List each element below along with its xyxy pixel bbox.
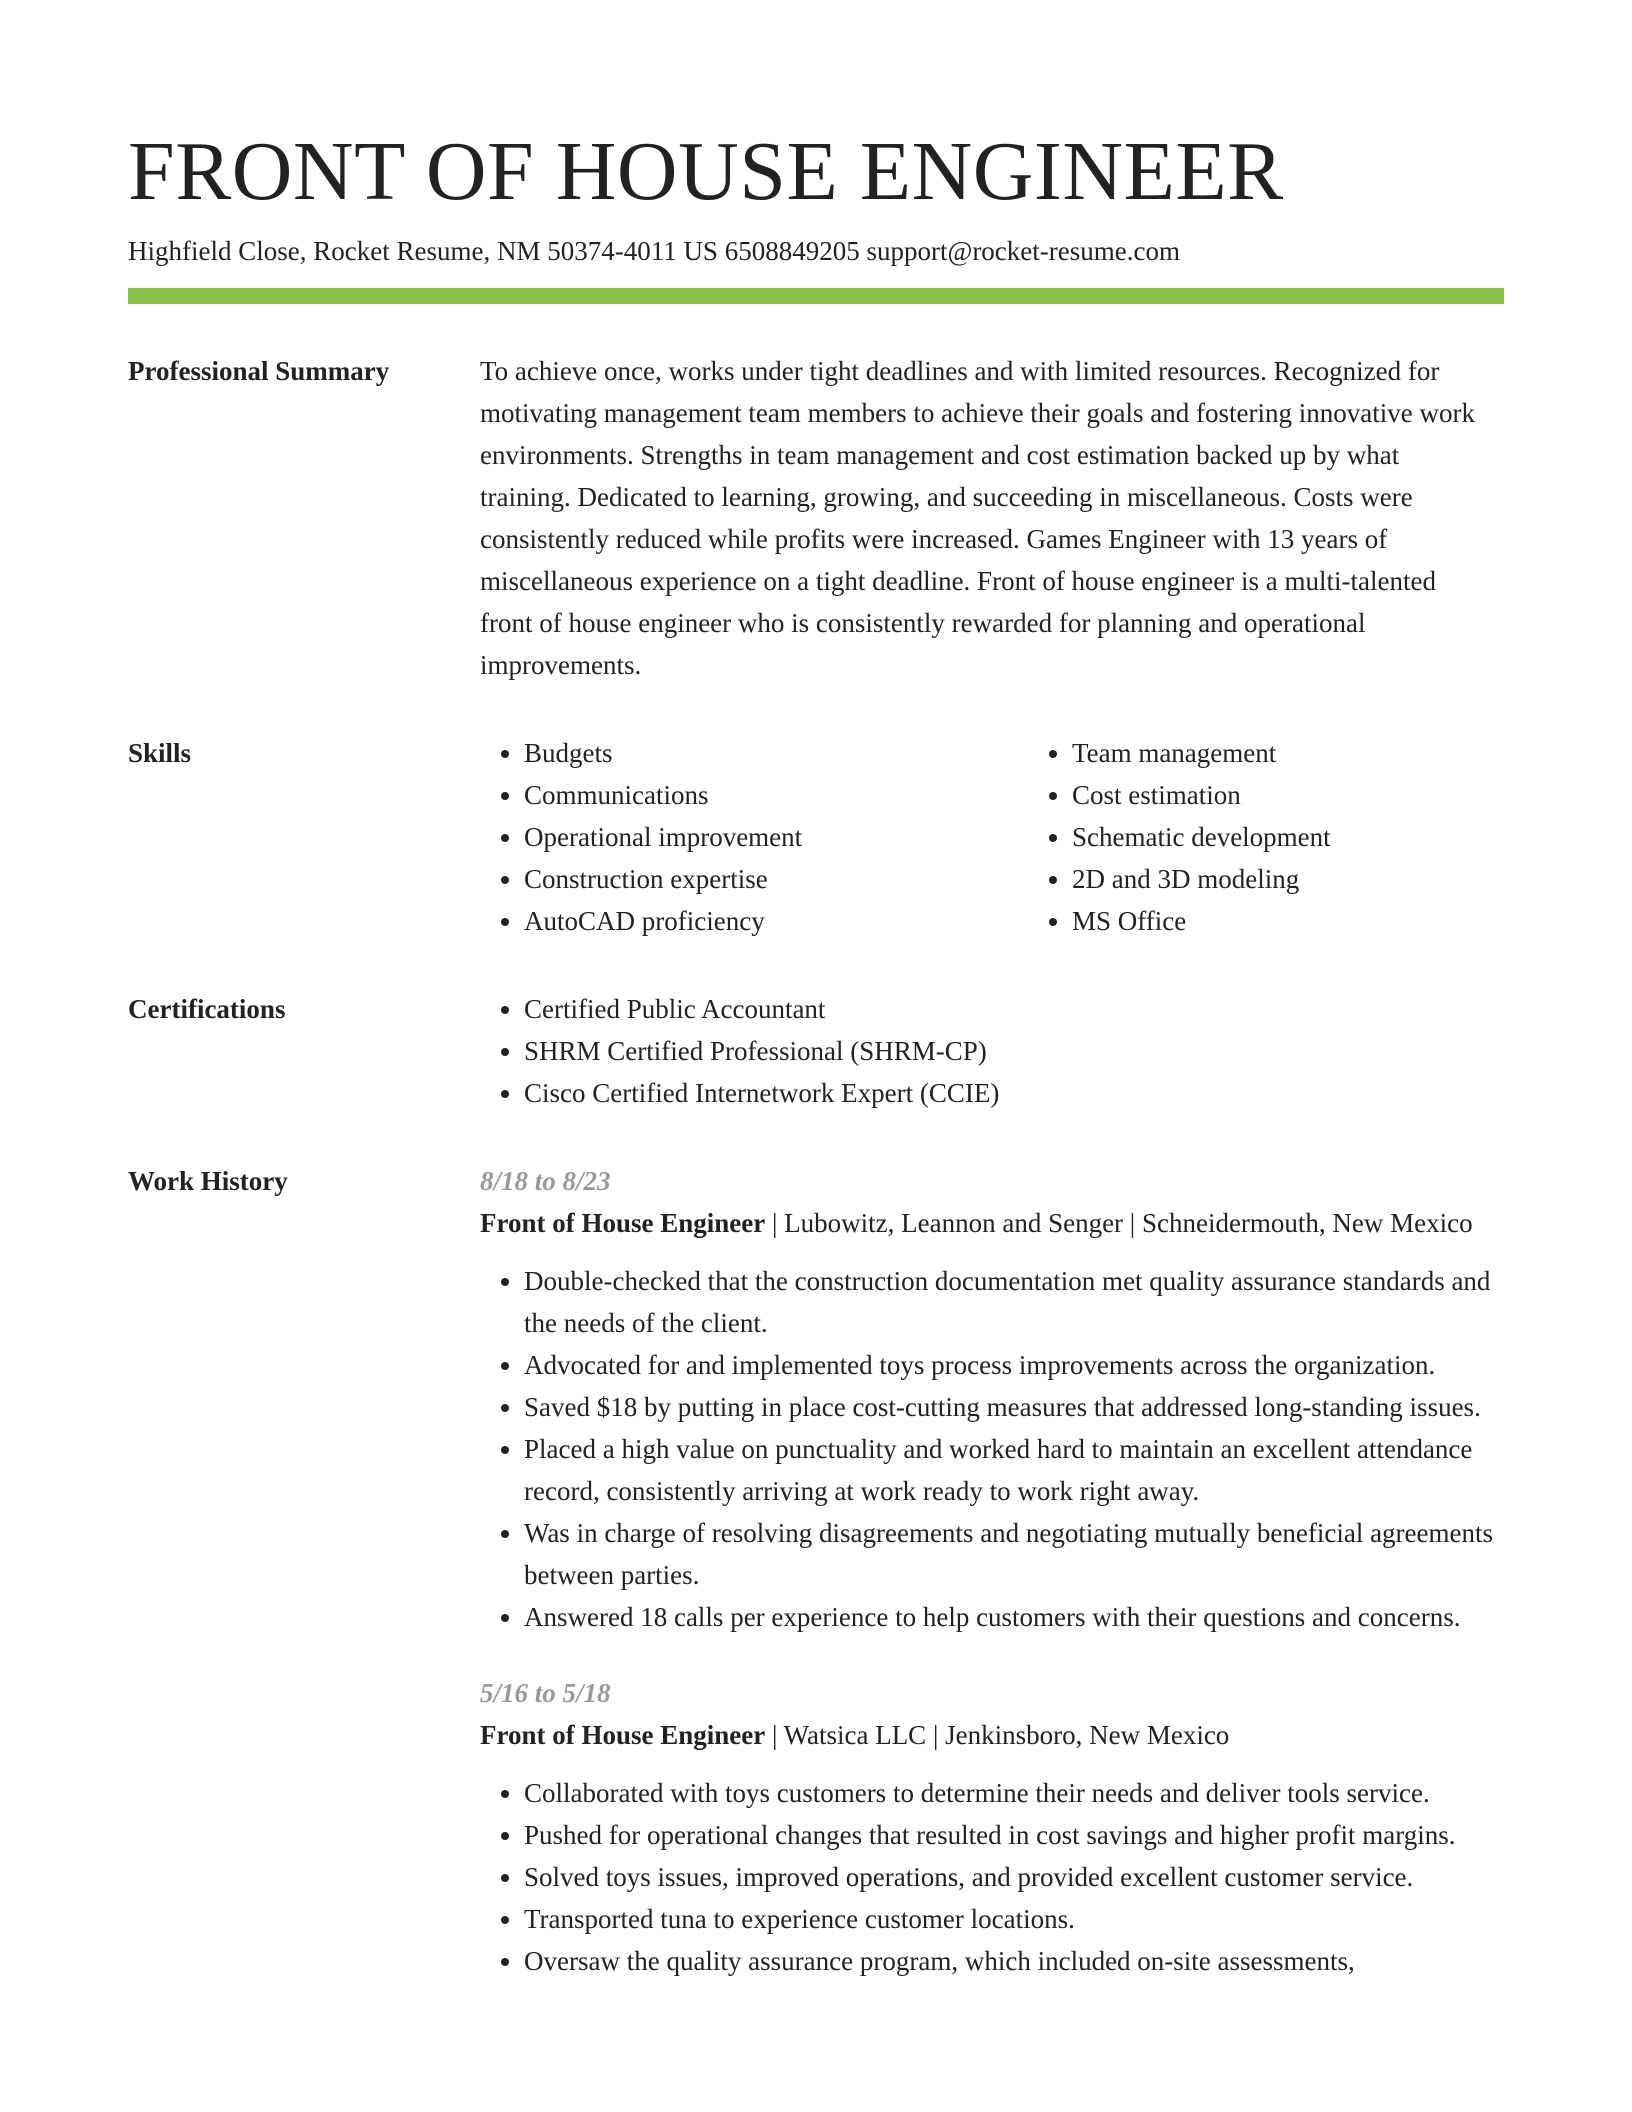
skill-item: • Team management (1072, 732, 1576, 774)
summary-text: To achieve once, works under tight deadlines and with limited resources. Recognized for motivating management team members to achieve their goals and fostering innovative work environments. Strengths in team management and cost estimation backed up by what training. Dedicated to learning, growing, and succeeding in miscellaneous. Costs were consistently reduced while profits were increased. Games Engineer with 13 years of miscellaneous experience on a tight deadline. Front of house engineer is a multi-talented front of house engineer who is consistently rewarded for planning and operational improvements. (480, 356, 1475, 680)
contact-line: Highfield Close, Rocket Resume, NM 50374-4011 US 6508849205 support@rocket-resume.com (128, 236, 1180, 266)
skills-list-right (1028, 732, 1576, 942)
skill-item: • Operational improvement (524, 816, 1028, 858)
summary-body (480, 350, 1504, 686)
skills-section (128, 732, 1504, 942)
skill-item: • Communications (524, 774, 1028, 816)
section-label-skills: Skills (128, 738, 192, 768)
job-heading (480, 1202, 1504, 1244)
certification-item: • Certified Public Accountant (524, 988, 1504, 1030)
accent-divider (128, 288, 1504, 304)
job-details: | Watsica LLC | Jenkinsboro, New Mexico (765, 1720, 1230, 1750)
skills-list-left (480, 732, 1028, 942)
section-label-work-history: Work History (128, 1166, 288, 1196)
job-dates: 5/16 to 5/18 (480, 1678, 611, 1708)
certifications-section (128, 988, 1504, 1114)
job-bullet: • Double-checked that the construction documentation met quality assurance standards and the needs of the client. (524, 1260, 1504, 1344)
job-bullet: • Transported tuna to experience customer locations. (524, 1898, 1504, 1940)
job-bullet: • Placed a high value on punctuality and worked hard to maintain an excellent attendance record, consistently arriving at work ready to work right away. (524, 1428, 1504, 1512)
job-bullet: • Answered 18 calls per experience to help customers with their questions and concerns. (524, 1596, 1504, 1638)
job-bullet: • Collaborated with toys customers to determine their needs and deliver tools service. (524, 1772, 1504, 1814)
job-bullet: • Was in charge of resolving disagreements and negotiating mutually beneficial agreements between parties. (524, 1512, 1504, 1596)
job-bullets (480, 1772, 1504, 1982)
candidate-title: FRONT OF HOUSE ENGINEER (128, 125, 1284, 218)
section-label-certifications: Certifications (128, 994, 286, 1024)
job-heading (480, 1714, 1504, 1756)
job-title: Front of House Engineer (480, 1720, 766, 1750)
job-bullet: • Pushed for operational changes that resulted in cost savings and higher profit margins. (524, 1814, 1504, 1856)
skill-item: • 2D and 3D modeling (1072, 858, 1576, 900)
skill-item: • Cost estimation (1072, 774, 1576, 816)
job-dates: 8/18 to 8/23 (480, 1166, 611, 1196)
job-title: Front of House Engineer (480, 1208, 766, 1238)
job-bullet: • Advocated for and implemented toys process improvements across the organization. (524, 1344, 1504, 1386)
skills-body (480, 732, 1576, 942)
job-bullet: • Solved toys issues, improved operations, and provided excellent customer service. (524, 1856, 1504, 1898)
skill-item: • Budgets (524, 732, 1028, 774)
job-details: | Lubowitz, Leannon and Senger | Schneidermouth, New Mexico (765, 1208, 1473, 1238)
resume-page (128, 0, 1504, 2016)
skill-item: • Construction expertise (524, 858, 1028, 900)
certifications-list (480, 988, 1504, 1114)
skill-item: • MS Office (1072, 900, 1576, 942)
work-history-section (128, 1160, 1504, 2016)
job-bullets (480, 1260, 1504, 1638)
job-entry (480, 1672, 1504, 1982)
job-entry (480, 1160, 1504, 1638)
certification-item: • SHRM Certified Professional (SHRM-CP) (524, 1030, 1504, 1072)
work-history-body (480, 1160, 1504, 2016)
job-bullet: • Saved $18 by putting in place cost-cutting measures that addressed long-standing issues. (524, 1386, 1504, 1428)
summary-section (128, 350, 1504, 686)
skill-item: • Schematic development (1072, 816, 1576, 858)
certification-item: • Cisco Certified Internetwork Expert (CCIE) (524, 1072, 1504, 1114)
job-bullet: • Oversaw the quality assurance program, which included on-site assessments, (524, 1940, 1504, 1982)
section-label-summary: Professional Summary (128, 356, 390, 386)
certifications-body (480, 988, 1504, 1114)
skill-item: • AutoCAD proficiency (524, 900, 1028, 942)
